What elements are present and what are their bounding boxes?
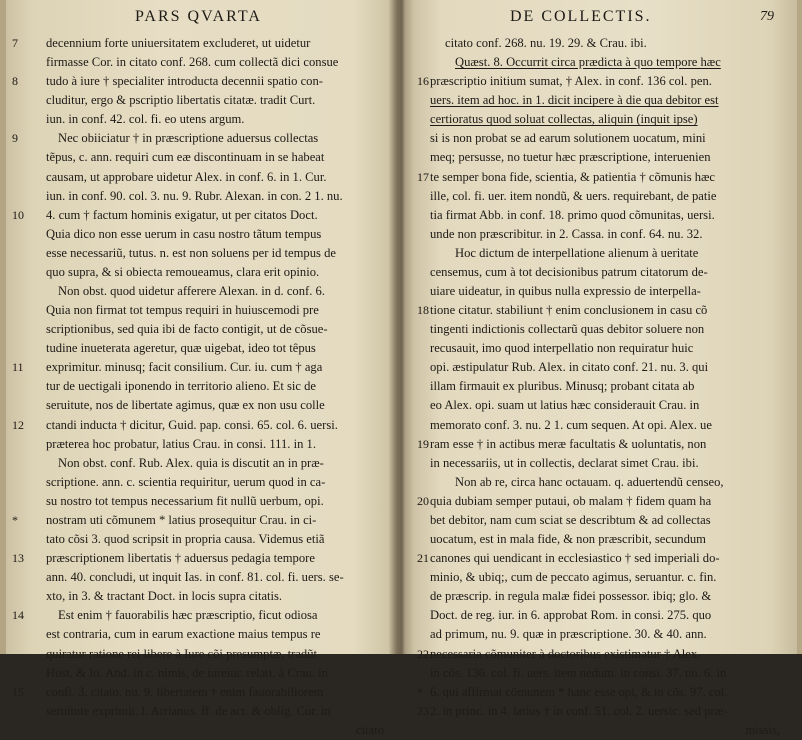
line-text: scriptione. ann. c. scientia requiritur, uerum quod in ca- [46, 474, 326, 489]
line-text: in necessariis, ut in collectis, declarat simet Crau. ibi. [430, 455, 699, 470]
line-text: su nostro tot tempus necessarium fit nullũ uerbum, opi. [46, 493, 324, 508]
line-text: illam firmauit ex pluribus. Minusq; probant citata ab [430, 379, 695, 394]
right-text-line [403, 53, 802, 72]
left-text-line [0, 358, 398, 377]
left-text-line [0, 530, 398, 549]
right-text-line [403, 320, 802, 339]
line-text: canones qui uendicant in ecclesiastico † sed imperiali do- [430, 551, 720, 566]
left-text-line [0, 587, 398, 606]
line-text: Nec obiiciatur † in præscriptione aduersus collectas [58, 131, 319, 146]
right-text-line [403, 645, 802, 664]
line-text: scriptionibus, sed quia ibi de facto contigit, ut de cõsue- [46, 322, 328, 337]
line-text: eo Alex. opi. suam ut latius hæc considerauit Crau. in [430, 398, 700, 413]
line-text: in cõs. 136. col. fi. uers. item nedum. in consi. 37. nu. 6. in [430, 665, 727, 680]
left-text-line [0, 339, 398, 358]
left-text-line [0, 320, 398, 339]
right-text-line [403, 454, 802, 473]
right-text-line [403, 587, 802, 606]
line-text: Quia dico non esse uerum in casu nostro tãtum tempus [46, 226, 322, 241]
line-text: citato conf. 268. nu. 19. 29. & Crau. ibi. [445, 36, 647, 50]
right-text-line [403, 396, 802, 415]
line-text: necessaria cõmuniter à doctoribus existimatur † Alex. [430, 646, 701, 661]
line-text: tudine inueterata ageretur, quæ uigebat, ideo tot têpus [46, 341, 316, 356]
line-text: uers. item ad hoc. in 1. dicit incipere à die qua debitor est [430, 93, 719, 108]
right-text-line [403, 683, 802, 702]
left-text-line [0, 72, 398, 91]
line-text: si is non probat se ad earum solutionem uocatum, mini [430, 131, 706, 146]
marginal-number: 19 [417, 436, 429, 451]
line-text: Non obst. quod uidetur afferere Alexan. in d. conf. 6. [58, 284, 325, 299]
left-text-line [0, 568, 398, 587]
left-text-line [0, 263, 398, 282]
right-text-line [403, 129, 802, 148]
marginal-number: 14 [12, 608, 24, 623]
line-text: ram esse † in actibus meræ facultatis & uoluntatis, non [430, 436, 707, 451]
marginal-number: * [417, 684, 423, 699]
marginal-number: 9 [12, 131, 18, 146]
left-text-line [0, 683, 398, 702]
right-text-line [403, 492, 802, 511]
marginal-number: * [12, 512, 18, 527]
left-text-line [0, 91, 398, 110]
left-text-line [0, 301, 398, 320]
right-page-edge [797, 0, 802, 654]
right-text-line [403, 168, 802, 187]
line-text: nostram uti cõmunem * latius prosequitur Crau. in ci- [46, 512, 317, 527]
right-text-line [403, 358, 802, 377]
line-text: Est enim † fauorabilis hæc præscriptio, ficut odiosa [58, 608, 318, 623]
left-text-line [0, 625, 398, 644]
marginal-number: 12 [12, 417, 24, 432]
line-text: memorato conf. 3. nu. 2 1. cum sequen. At opi. Alex. ue [430, 417, 712, 432]
line-text: confi. 3. citato, nu. 9. libertatem † enim fauorabiliorem [46, 684, 324, 699]
line-text: tudo à iure † specialiter introducta decennii spatio con- [46, 74, 323, 89]
line-text: unde non præscribitur. in 2. Cassa. in conf. 64. nu. 32. [430, 226, 703, 241]
left-running-head: PARS QVARTA [135, 8, 262, 25]
catchword: missis, [745, 722, 780, 737]
line-text: Doct. de reg. iur. in 6. approbat Rom. in consi. 275. quo [430, 608, 712, 623]
line-text: firmasse Cor. in citato conf. 268. cum collectã dici consue [46, 55, 339, 70]
line-text: Host. & Io. And. in c. nimis, de iureiur. relati. à Crau. in [46, 665, 328, 680]
line-text: causam, ut approbare uidetur Alex. in conf. 6. in 1. Cur. [46, 169, 327, 184]
right-text-line [403, 148, 802, 167]
right-text-line [403, 187, 802, 206]
line-text: esse necessariũ, tutus. n. est non soluens per id tempus de [46, 245, 336, 260]
left-text-line [0, 225, 398, 244]
line-text: præscriptio initium sumat, † Alex. in conf. 136 col. pen. [430, 74, 712, 89]
line-text: quia dubiam semper putaui, ob malam † fidem quam ha [430, 493, 712, 508]
line-text: meq; persusse, no tuetur hæc præscriptione, interuenien [430, 150, 711, 165]
left-text-line [0, 454, 398, 473]
marginal-number: 21 [417, 551, 429, 566]
line-text: iun. in conf. 90. col. 3. nu. 9. Rubr. Alexan. in con. 2 1. nu. [46, 188, 343, 203]
marginal-number: 15 [12, 684, 24, 699]
left-text-line [0, 110, 398, 129]
line-text: minio, & ubiq;, cum de peccato agimus, seruantur. c. fin. [430, 570, 717, 585]
line-text: tione citatur. stabiliunt † enim conclusionem in casu cõ [430, 303, 708, 318]
line-text: opi. æstipulatur Rub. Alex. in citato conf. 21. nu. 3. qui [430, 360, 709, 375]
catchword: citato [356, 722, 384, 737]
right-text-line [403, 225, 802, 244]
line-text: uiare uideatur, in quibus nulla expressio de interpella- [430, 284, 701, 299]
line-text: decennium forte uniuersitatem excluderet, ut uidetur [46, 36, 311, 50]
line-text: Non ab re, circa hanc octauam. q. aduertendũ censeo, [455, 474, 724, 489]
left-text-line [0, 168, 398, 187]
marginal-number: 17 [417, 169, 429, 184]
line-text: ann. 40. concludi, ut inquit Ias. in conf. 81. col. fi. uers. se- [46, 570, 344, 585]
line-text: 2. in princ. in 4. latius † in conf. 51. col. 2. uersic. sed præ- [430, 703, 728, 718]
left-text-line [0, 187, 398, 206]
line-text: iun. in conf. 42. col. fi. eo utens argum. [46, 112, 245, 127]
left-text-line [0, 244, 398, 263]
marginal-number: 20 [417, 493, 429, 508]
right-text-line [403, 606, 802, 625]
right-text-line [403, 244, 802, 263]
right-text-line [403, 664, 802, 683]
marginal-number: 16 [417, 74, 429, 89]
right-text-line [403, 702, 802, 721]
left-text-line [0, 129, 398, 148]
right-text-line [403, 206, 802, 225]
line-text: ad primum, nu. 9. quæ in præscriptione. 30. & 40. ann. [430, 627, 707, 642]
right-text-line [403, 301, 802, 320]
right-text-line [403, 625, 802, 644]
right-text-line [403, 34, 802, 53]
left-text-line [0, 549, 398, 568]
right-running-head: DE COLLECTIS. [510, 8, 652, 25]
left-text-line [0, 396, 398, 415]
left-text-line [0, 721, 398, 740]
left-text-line [0, 702, 398, 721]
right-text-line [403, 377, 802, 396]
line-text: uocatum, est in mala fide, & non præscribit, secundum [430, 532, 706, 547]
marginal-number: 13 [12, 551, 24, 566]
line-text: præterea hoc probatur, latius Crau. in consi. 111. in 1. [46, 436, 316, 451]
left-text-line [0, 416, 398, 435]
right-text-line [403, 282, 802, 301]
line-text: ille, col. fi. uer. item nondũ, & uers. requirebant, de patie [430, 188, 717, 203]
right-text-line [403, 263, 802, 282]
line-text: 6. qui affirmat cõmunem * hanc esse opi, & in cõs. 97. col. [430, 684, 728, 699]
left-text-line [0, 606, 398, 625]
line-text: quo supra, & si obiecta remoueamus, clara erit opinio. [46, 264, 320, 279]
line-text: censemus, cum à tot decisionibus patrum citatorum de- [430, 264, 708, 279]
line-text: tur de uectigali iponendo in territorio alieno. Et sic de [46, 379, 316, 394]
right-text-line [403, 568, 802, 587]
line-text: Hoc dictum de interpellatione alienum à ueritate [455, 245, 699, 260]
right-text-line [403, 721, 802, 740]
line-text: Quia non firmat tot tempus requiri in huiuscemodi pre [46, 303, 319, 318]
line-text: recusauit, imo quod interpellatio non requiratur huic [430, 341, 694, 356]
line-text: præscriptionem libertatis † aduersus pedagia tempore [46, 551, 315, 566]
right-text-line [403, 530, 802, 549]
line-text: certioratus quod soluat collectas, aliquin (inquit ipse) [430, 112, 698, 127]
right-text-line [403, 511, 802, 530]
right-text-line [403, 91, 802, 110]
left-text-line [0, 492, 398, 511]
line-text: tia firmat Abb. in conf. 18. primo quod cõmunitas, uersi. [430, 207, 715, 222]
right-text-line [403, 549, 802, 568]
line-text: de præscrip. in regula malæ fidei possessor. ibiq; glo. & [430, 589, 712, 604]
line-text: Non obst. conf. Rub. Alex. quia is discutit an in præ- [58, 455, 324, 470]
line-text: tato cõsi 3. quod scripsit in propria causa. Videmus etiã [46, 532, 325, 547]
line-text: seruitute exprimit. l. Arrianus. ff. de act. & oblig. Cor. in [46, 703, 331, 718]
right-text-block [403, 34, 802, 740]
left-text-line [0, 282, 398, 301]
line-text: xto, in 3. & tractant Doct. in locis supra citatis. [46, 589, 283, 604]
right-text-line [403, 435, 802, 454]
left-text-line [0, 511, 398, 530]
line-text: Quæst. 8. Occurrit circa prædicta à quo tempore hæc [455, 55, 721, 70]
line-text: te semper bona fide, scientia, & patientia † cõmunis hæc [430, 169, 716, 184]
right-text-line [403, 110, 802, 129]
line-text: seruitute, nos de libertate agimus, quæ ex non usu colle [46, 398, 325, 413]
left-text-line [0, 473, 398, 492]
line-text: bet debitor, nam cum sciat se describtum & ad collectas [430, 512, 711, 527]
line-text: ctandi inducta † dicitur, Guid. pap. consi. 65. col. 6. uersi. [46, 417, 338, 432]
line-text: exprimitur. minusq; facit consilium. Cur. iu. cum † aga [46, 360, 323, 375]
left-text-block [0, 34, 398, 740]
right-text-line [403, 72, 802, 91]
left-text-line [0, 148, 398, 167]
marginal-number: 11 [12, 360, 24, 375]
line-text: quiratur ratione rei libere à Iure cõi presumptæ, tradũt [46, 646, 318, 661]
line-text: tẽpus, c. ann. requiri cum eæ discontinuam in se habeat [46, 150, 325, 165]
right-text-line [403, 473, 802, 492]
left-text-line [0, 435, 398, 454]
left-text-line [0, 645, 398, 664]
line-text: 4. cum † factum hominis exigatur, ut per citatos Doct. [46, 207, 318, 222]
marginal-number: 22 [417, 646, 429, 661]
left-text-line [0, 206, 398, 225]
left-text-line [0, 53, 398, 72]
page-number: 79 [760, 9, 774, 24]
right-text-line [403, 339, 802, 358]
line-text: tingenti indictionis collectarũ quas debitor soluere non [430, 322, 705, 337]
left-text-line [0, 377, 398, 396]
line-text: cluditur, ergo & pscriptio libertatis citatæ. tradit Curt. [46, 93, 316, 108]
left-text-line [0, 664, 398, 683]
marginal-number: 8 [12, 74, 18, 89]
marginal-number: 18 [417, 303, 429, 318]
line-text: est contraria, cum in earum exactione maius tempus re [46, 627, 321, 642]
marginal-number: 7 [12, 36, 18, 50]
left-text-line [0, 34, 398, 53]
right-text-line [403, 416, 802, 435]
right-page [403, 0, 802, 737]
left-page [0, 0, 398, 737]
marginal-number: 23 [417, 703, 429, 718]
marginal-number: 10 [12, 207, 24, 222]
